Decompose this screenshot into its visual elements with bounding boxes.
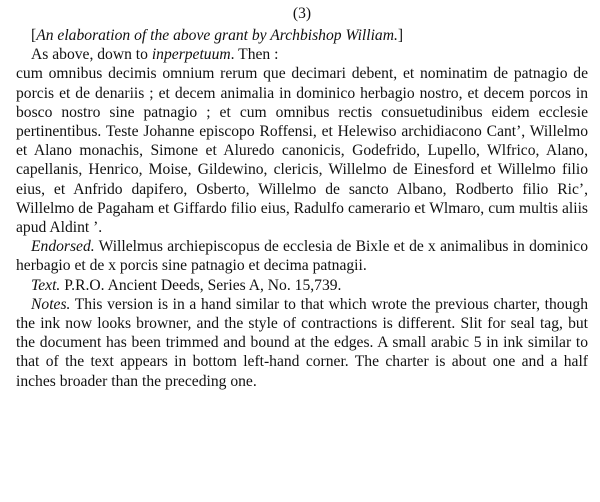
page-number: (3) — [292, 5, 312, 22]
text-source-paragraph — [16, 276, 588, 295]
endorsed-paragraph — [16, 237, 588, 275]
editorial-heading — [16, 26, 588, 45]
notes-paragraph — [16, 295, 588, 391]
notes-text: This version is in a hand similar to that which wrote the previous charter, though the ink now looks browner, and the style of contractions is different. Slit for seal tag, but the document has been trimmed and bound at the edges. A small arabic 5 in ink similar to that of the text appears in bottom left-hand corner. The charter is about one and a half inches broader than the preceding one. — [16, 295, 588, 390]
heading-close-bracket: ] — [397, 27, 404, 44]
endorsed-text: Willelmus archiepiscopus de ecclesia de Bixle et de x animalibus in dominico herbagio et de x porcis sine patnagio et decima patnagii. — [16, 238, 588, 275]
text-source-label: Text. — [31, 276, 61, 294]
heading-open-bracket: [ — [31, 27, 37, 44]
endorsed-label: Endorsed. — [31, 238, 95, 256]
text-source-text: P.R.O. Ancient Deeds, Series A, No. 15,739. — [60, 276, 342, 294]
heading-text: An elaboration of the above grant by Archbishop William. — [36, 27, 398, 44]
intro-italic-term: inperpetuum — [151, 46, 231, 64]
intro-lead: As above, down to — [31, 46, 152, 64]
intro-trail: . Then : — [230, 46, 279, 64]
notes-label: Notes. — [31, 295, 71, 313]
charter-body: cum omnibus decimis omnium rerum que decimari debent, et nominatim de patnagio de porcis et de denariis ; et decem animalia in dominico herbagio nostro, et decem porcos in bosco nostro sine patnagio ; et cum omnibus rectis consuetudinibus eidem ecclesie pertinentibus. Teste Johanne episcopo Roffensi, et Helewiso archidiacono Cant’, Willelmo et Alano monachis, Simone et Aluredo canonicis, Godefrido, Lupello, Wlfrico, Alano, capellanis, Henrico, Moise, Gildewino, clericis, Willelmo de Einesford et Willelmo filio eius, et Anfrido dapifero, Osberto, Willelmo de sancto Albano, Rodberto filio Ric’, Willelmo de Pagaham et Giffardo filio eius, Radulfo camerario et Wlmaro, cum multis aliis apud Aldint ’. — [16, 65, 588, 237]
intro-line — [16, 45, 588, 64]
